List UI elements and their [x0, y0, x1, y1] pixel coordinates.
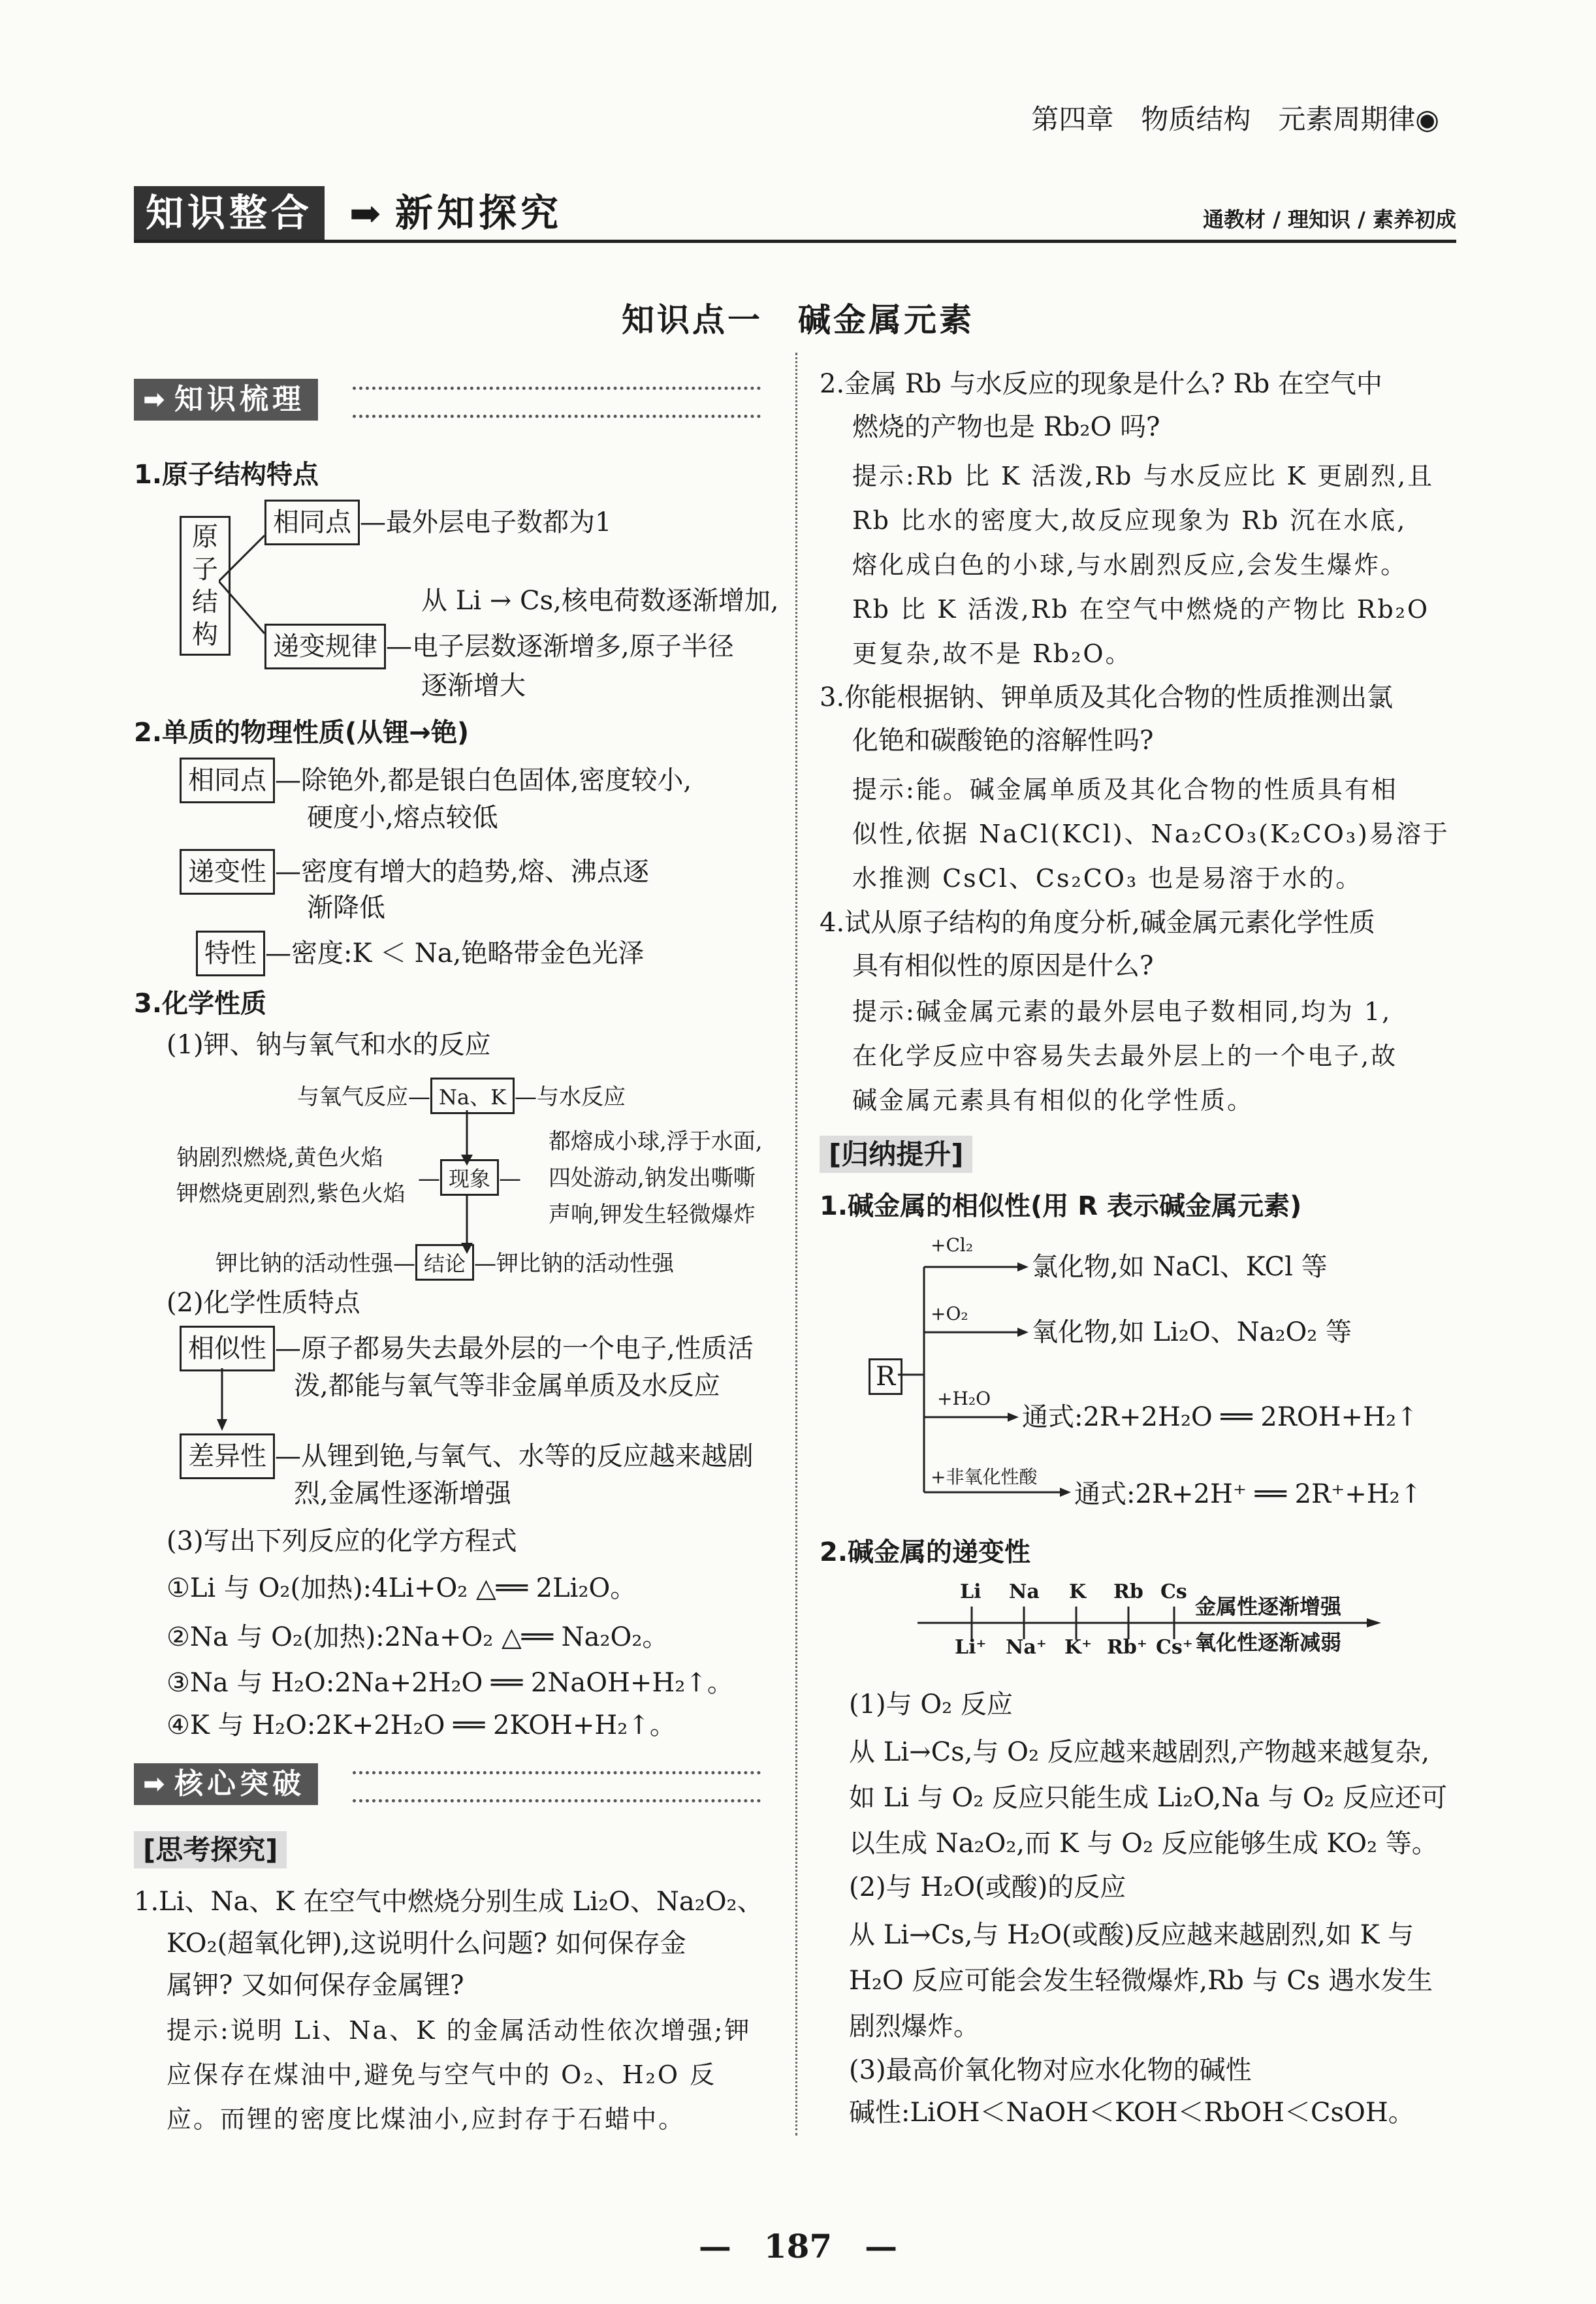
- flow-left2: 钾燃烧更剧烈,紫色火焰: [176, 1181, 406, 1207]
- answer-1: [167, 2008, 751, 2141]
- p1-diff-row: [264, 624, 734, 669]
- a2-line1: 提示:Rb 比 K 活泼,Rb 与水反应比 K 更剧烈,且: [852, 462, 1435, 490]
- section-label: 核心突破: [174, 1767, 305, 1800]
- element-Rb: Rb: [1113, 1580, 1143, 1603]
- equation-2: ②Na 与 O₂(加热):2Na+O₂ △══ Na₂O₂。: [167, 1622, 669, 1652]
- s2b-body: [849, 1912, 1433, 2049]
- think-label: [思考探究]: [134, 1831, 287, 1868]
- banner-main: 知识整合: [134, 186, 325, 240]
- difference-line2: 烈,金属性逐渐增强: [294, 1479, 511, 1509]
- flow-box-nak: Na、K: [430, 1078, 515, 1114]
- down-arrow-icon: [215, 1368, 229, 1433]
- p2-diff-line2: 渐降低: [307, 893, 385, 923]
- s2c-title: (3)最高价氧化物对应水化物的碱性: [849, 2055, 1252, 2085]
- question-3: [820, 676, 1393, 762]
- flow-mid: — 现象 —: [418, 1159, 521, 1196]
- r4-text: 通式:2R+2H⁺ ══ 2R⁺+H₂↑: [1074, 1479, 1422, 1509]
- flow-box-conclusion: 结论: [415, 1244, 474, 1281]
- flow-right: [549, 1123, 763, 1233]
- ion-Li: Li⁺: [955, 1636, 987, 1659]
- arrow-icon: ➡: [349, 191, 381, 236]
- p3-sub3: (3)写出下列反应的化学方程式: [167, 1526, 517, 1556]
- flow-bottom-right: —钾比钠的活动性强: [474, 1251, 675, 1277]
- q3-line1: 3.你能根据钠、钾单质及其化合物的性质推测出氯: [820, 682, 1394, 712]
- r1-text: 氯化物,如 NaCl、KCl 等: [1032, 1252, 1328, 1282]
- difference-row: 差异性 —从锂到铯,与氧气、水等的反应越来越剧: [180, 1433, 754, 1479]
- s2b-line1: 从 Li→Cs,与 H₂O(或酸)反应越来越剧烈,如 K 与: [849, 1920, 1414, 1950]
- arrow-icon: ➡: [143, 1769, 169, 1799]
- flow-left1: 钠剧烈燃烧,黄色火焰: [176, 1145, 383, 1171]
- section-tag: [134, 1763, 318, 1805]
- question-4: [820, 901, 1375, 987]
- column-divider: [795, 353, 797, 2136]
- trend-metallic: 金属性逐渐增强: [1195, 1594, 1342, 1619]
- r4-cond: +非氧化性酸: [931, 1466, 1038, 1488]
- p2-same-line1: 除铯外,都是银白色固体,密度较小,: [301, 765, 692, 795]
- page-number: — 187 —: [698, 2227, 898, 2265]
- r3-cond: +H₂O: [937, 1388, 991, 1409]
- flow-top-right: —与水反应: [515, 1084, 626, 1110]
- dotted-rule: [353, 1771, 761, 1802]
- a3-line2: 似性,依据 NaCl(KCl)、Na₂CO₃(K₂CO₃)易溶于: [852, 820, 1450, 848]
- s2a-line3: 以生成 Na₂O₂,而 K 与 O₂ 反应能够生成 KO₂ 等。: [849, 1829, 1438, 1859]
- q2-line1: 2.金属 Rb 与水反应的现象是什么? Rb 在空气中: [820, 369, 1382, 399]
- q3-line2: 化铯和碳酸铯的溶解性吗?: [852, 726, 1154, 756]
- equation-4: ④K 与 H₂O:2K+2H₂O ══ 2KOH+H₂↑。: [167, 1710, 676, 1740]
- label-same: 相同点: [264, 500, 360, 545]
- element-Li: Li: [960, 1580, 982, 1603]
- flow-right3: 声响,钾发生轻微爆炸: [549, 1202, 756, 1228]
- p3-sub1: (1)钾、钠与氧气和水的反应: [167, 1030, 491, 1060]
- p1-same-text: —最外层电子数都为1: [360, 507, 612, 537]
- flow-right2: 四处游动,钠发出嘶嘶: [549, 1165, 756, 1191]
- trend-oxidizing: 氧化性逐渐减弱: [1195, 1630, 1342, 1655]
- chapter-header: 第四章 物质结构 元素周期律◉: [1031, 103, 1439, 135]
- a4-line1: 提示:碱金属元素的最外层电子数相同,均为 1,: [852, 997, 1392, 1026]
- label-similarity: 相似性: [180, 1326, 275, 1371]
- a4-line2: 在化学反应中容易失去最外层上的一个电子,故: [852, 1042, 1398, 1070]
- banner-tag: 通教材 / 理知识 / 素养初成: [1203, 207, 1456, 232]
- arrow-icon: ➡: [143, 385, 169, 415]
- p2-special-text: —密度:K ＜ Na,铯略带金色光泽: [265, 938, 645, 968]
- p2-title: 2.单质的物理性质(从锂→铯): [134, 718, 470, 748]
- a1-line2: 应保存在煤油中,避免与空气中的 O₂、H₂O 反: [167, 2060, 717, 2089]
- r2-text: 氧化物,如 Li₂O、Na₂O₂ 等: [1032, 1317, 1352, 1347]
- section-label: 知识梳理: [174, 383, 305, 416]
- ion-Cs: Cs⁺: [1156, 1636, 1193, 1659]
- s2b-line2: H₂O 反应可能会发生轻微爆炸,Rb 与 Cs 遇水发生: [849, 1966, 1433, 1996]
- s2b-title: (2)与 H₂O(或酸)的反应: [849, 1872, 1126, 1902]
- a2-line3: 熔化成白色的小球,与水剧烈反应,会发生爆炸。: [852, 551, 1408, 579]
- q1-line1: 1.Li、Na、K 在空气中燃烧分别生成 Li₂O、Na₂O₂、: [134, 1887, 763, 1917]
- dotted-rule: [353, 387, 761, 418]
- label-gradient: 递变性: [180, 849, 275, 895]
- section-bar-core: [134, 1763, 761, 1805]
- a1-line1: 提示:说明 Li、Na、K 的金属活动性依次增强;钾: [167, 2016, 752, 2045]
- p1-diff-line1: 从 Li → Cs,核电荷数逐渐增加,: [421, 586, 779, 616]
- p3-title: 3.化学性质: [134, 989, 267, 1019]
- equation-1: ①Li 与 O₂(加热):4Li+O₂ △══ 2Li₂O。: [167, 1573, 637, 1603]
- banner-sub: 新知探究: [395, 191, 563, 235]
- p2-same-row: 相同点 —除铯外,都是银白色固体,密度较小,: [180, 758, 692, 803]
- element-Cs: Cs: [1160, 1580, 1187, 1603]
- p1-title: 1.原子结构特点: [134, 460, 319, 490]
- element-K: K: [1069, 1580, 1087, 1603]
- r3-text: 通式:2R+2H₂O ══ 2ROH+H₂↑: [1022, 1402, 1418, 1432]
- p2-diff-row: 递变性 —密度有增大的趋势,熔、沸点逐: [180, 849, 649, 895]
- a3-line3: 水推测 CsCl、Cs₂CO₃ 也是易溶于水的。: [852, 864, 1363, 893]
- label-diff: 递变规律: [264, 624, 386, 669]
- label-difference: 差异性: [180, 1433, 275, 1479]
- flow-top-left: 与氧气反应—: [297, 1084, 430, 1110]
- a4-line3: 碱金属元素具有相似的化学性质。: [852, 1086, 1254, 1115]
- s1-title: 1.碱金属的相似性(用 R 表示碱金属元素): [820, 1191, 1302, 1221]
- s2b-line3: 剧烈爆炸。: [849, 2011, 980, 2041]
- a2-line4: Rb 比 K 活泼,Rb 在空气中燃烧的产物比 Rb₂O: [852, 595, 1430, 624]
- ion-Na: Na⁺: [1006, 1636, 1047, 1659]
- p1-diff-line3: 逐渐增大: [421, 671, 526, 701]
- q2-line2: 燃烧的产物也是 Rb₂O 吗?: [852, 412, 1160, 442]
- flow-top: [297, 1078, 626, 1114]
- equation-3: ③Na 与 H₂O:2Na+2H₂O ══ 2NaOH+H₂↑。: [167, 1668, 733, 1698]
- answer-2: [852, 454, 1434, 676]
- r2-cond: +O₂: [931, 1303, 968, 1324]
- a1-line3: 应。而锂的密度比煤油小,应封存于石蜡中。: [167, 2105, 686, 2134]
- section-banner: [134, 186, 1456, 243]
- q4-line2: 具有相似性的原因是什么?: [852, 951, 1154, 981]
- s2a-body: [849, 1729, 1447, 1866]
- label-same: 相同点: [180, 758, 275, 803]
- r1-cond: +Cl₂: [931, 1234, 974, 1256]
- s2a-title: (1)与 O₂ 反应: [849, 1689, 1013, 1720]
- difference-line1: 从锂到铯,与氧气、水等的反应越来越剧: [301, 1441, 754, 1471]
- branch-lines: [219, 516, 271, 647]
- answer-3: [852, 767, 1450, 901]
- ion-Rb: Rb⁺: [1107, 1636, 1147, 1659]
- s2a-line1: 从 Li→Cs,与 O₂ 反应越来越剧烈,产物越来越复杂,: [849, 1737, 1430, 1767]
- knowledge-point-title: 知识点一 碱金属元素: [622, 301, 974, 339]
- think-explore-heading: [134, 1829, 287, 1868]
- similarity-line2: 泼,都能与氧气等非金属单质及水反应: [294, 1371, 720, 1401]
- induct-label: [归纳提升]: [820, 1136, 972, 1173]
- similarity-row: 相似性 —原子都易失去最外层的一个电子,性质活: [180, 1326, 754, 1371]
- p2-diff-line1: 密度有增大的趋势,熔、沸点逐: [301, 857, 649, 887]
- similarity-line1: 原子都易失去最外层的一个电子,性质活: [301, 1334, 754, 1364]
- p2-special-row: [196, 931, 644, 976]
- question-1: [134, 1881, 763, 2006]
- p2-same-line2: 硬度小,熔点较低: [307, 803, 498, 833]
- section-bar-knowledge: [134, 379, 761, 421]
- p1-diff-line2: —电子层数逐渐增多,原子半径: [386, 632, 734, 662]
- atom-structure-box: 原子结构: [180, 516, 231, 656]
- q1-line3: 属钾? 又如何保存金属锂?: [167, 1970, 464, 2000]
- p1-same-row: [264, 500, 611, 545]
- answer-4: [852, 989, 1397, 1123]
- induct-heading: [820, 1133, 972, 1172]
- flow-arrows: [457, 1110, 477, 1332]
- q1-line2: KO₂(超氧化钾),这说明什么问题? 如何保存金: [167, 1928, 686, 1959]
- a2-line2: Rb 比水的密度大,故反应现象为 Rb 沉在水底,: [852, 506, 1407, 535]
- flow-bottom-left: 钾比钠的活动性强—: [215, 1251, 415, 1277]
- element-Na: Na: [1009, 1580, 1040, 1603]
- flow-right1: 都熔成小球,浮于水面,: [549, 1128, 763, 1155]
- p3-sub2: (2)化学性质特点: [167, 1288, 360, 1318]
- question-2: [820, 362, 1382, 449]
- q4-line1: 4.试从原子结构的角度分析,碱金属元素化学性质: [820, 908, 1375, 938]
- section-tag: [134, 379, 318, 421]
- ion-K: K⁺: [1064, 1636, 1092, 1659]
- flow-bottom: [215, 1244, 674, 1281]
- s2-title: 2.碱金属的递变性: [820, 1537, 1031, 1567]
- flow-box-phenomenon: 现象: [440, 1159, 499, 1196]
- s2c-line1: 碱性:LiOH＜NaOH＜KOH＜RbOH＜CsOH。: [849, 2098, 1414, 2128]
- a2-line5: 更复杂,故不是 Rb₂O。: [852, 639, 1132, 668]
- a3-line1: 提示:能。碱金属单质及其化合物的性质具有相: [852, 775, 1398, 804]
- label-special: 特性: [196, 931, 265, 976]
- R-box: R: [869, 1358, 902, 1395]
- s2a-line2: 如 Li 与 O₂ 反应只能生成 Li₂O,Na 与 O₂ 反应还可: [849, 1783, 1448, 1813]
